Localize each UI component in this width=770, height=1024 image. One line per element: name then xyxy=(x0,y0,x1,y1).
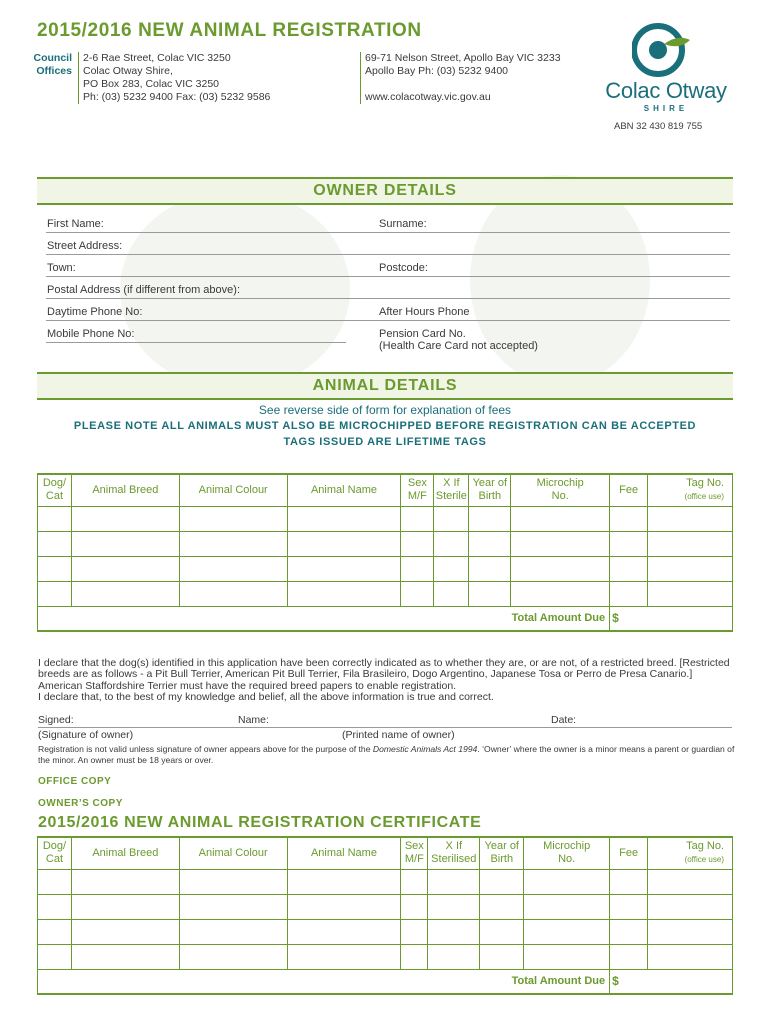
header-text: Sex xyxy=(407,477,427,490)
total-amount-field[interactable]: $ xyxy=(610,606,733,631)
header-text: Microchip xyxy=(543,840,591,853)
col-animal-name: Animal Name xyxy=(287,837,401,869)
address-line: PO Box 283, Colac VIC 3250 xyxy=(83,78,219,90)
table-cell[interactable] xyxy=(71,869,179,894)
table-cell[interactable] xyxy=(287,869,401,894)
table-cell[interactable] xyxy=(480,869,524,894)
website-link[interactable]: www.colacotway.vic.gov.au xyxy=(365,91,491,103)
table-cell[interactable] xyxy=(71,556,179,581)
table-cell[interactable] xyxy=(287,531,401,556)
table-cell[interactable] xyxy=(480,919,524,944)
name-label: Name: xyxy=(238,714,269,726)
table-cell[interactable] xyxy=(71,944,179,969)
pension-note-row xyxy=(46,337,730,355)
table-cell[interactable] xyxy=(38,944,72,969)
col-dog-cat xyxy=(38,474,72,506)
tags-note: TAGS ISSUED ARE LIFETIME TAGS xyxy=(283,436,487,448)
certificate-table xyxy=(37,836,733,995)
mobile-phone-label: Mobile Phone No: xyxy=(47,328,135,340)
table-cell[interactable] xyxy=(648,919,733,944)
header-text: No. xyxy=(551,490,569,503)
col-tag-no xyxy=(648,474,733,506)
abn-number: ABN 32 430 819 755 xyxy=(614,121,703,132)
table-cell[interactable] xyxy=(287,894,401,919)
header-text: X If xyxy=(443,477,460,490)
table-cell[interactable] xyxy=(179,944,287,969)
table-cell[interactable] xyxy=(38,531,72,556)
table-cell[interactable] xyxy=(511,531,610,556)
table-cell[interactable] xyxy=(524,869,610,894)
table-cell[interactable] xyxy=(179,556,287,581)
note-text: Registration is not valid unless signature of owner appears above for the purpose of the xyxy=(38,744,373,754)
act-name: Domestic Animals Act 1994 xyxy=(372,744,478,754)
colac-office-address xyxy=(78,52,270,104)
table-cell[interactable] xyxy=(648,869,733,894)
header-text: M/F xyxy=(407,490,427,503)
header-text: Birth xyxy=(490,853,514,866)
table-cell[interactable] xyxy=(428,869,480,894)
table-cell[interactable] xyxy=(428,944,480,969)
table-cell[interactable] xyxy=(401,581,434,606)
col-animal-colour: Animal Colour xyxy=(179,474,287,506)
total-amount-label: Total Amount Due xyxy=(38,606,610,631)
table-cell[interactable] xyxy=(287,556,401,581)
table-cell[interactable] xyxy=(524,944,610,969)
address-line: 69-71 Nelson Street, Apollo Bay VIC 3233 xyxy=(365,52,561,64)
col-fee: Fee xyxy=(610,474,648,506)
table-row xyxy=(38,894,733,919)
page-title: 2015/2016 NEW ANIMAL REGISTRATION xyxy=(37,20,422,41)
header-text: Dog/ xyxy=(42,840,67,853)
table-cell[interactable] xyxy=(469,581,511,606)
header-text: Sex xyxy=(404,840,424,853)
table-cell[interactable] xyxy=(179,506,287,531)
table-cell[interactable] xyxy=(648,581,733,606)
address-line: 2-6 Rae Street, Colac VIC 3250 xyxy=(83,52,231,64)
table-cell[interactable] xyxy=(38,869,72,894)
table-cell[interactable] xyxy=(401,556,434,581)
table-cell[interactable] xyxy=(511,581,610,606)
table-row xyxy=(38,944,733,969)
table-cell[interactable] xyxy=(38,556,72,581)
col-dog-cat xyxy=(38,837,72,869)
header-text: X If xyxy=(445,840,463,853)
table-row xyxy=(38,581,733,606)
table-cell[interactable] xyxy=(179,581,287,606)
table-cell[interactable] xyxy=(610,531,648,556)
table-cell[interactable] xyxy=(469,556,511,581)
table-cell[interactable] xyxy=(434,556,469,581)
apollo-bay-office-address xyxy=(360,52,561,104)
table-cell[interactable] xyxy=(401,869,428,894)
table-cell[interactable] xyxy=(401,506,434,531)
table-cell[interactable] xyxy=(524,894,610,919)
header-text: No. xyxy=(558,853,576,866)
table-cell[interactable] xyxy=(287,506,401,531)
fees-note: See reverse side of form for explanation of fees xyxy=(258,403,512,417)
owners-copy-label: OWNER’S COPY xyxy=(38,798,123,809)
table-cell[interactable] xyxy=(480,944,524,969)
logo-name: Colac Otway xyxy=(605,78,727,103)
first-name-label: First Name: xyxy=(47,218,104,230)
table-cell[interactable] xyxy=(38,581,72,606)
total-row xyxy=(38,606,733,631)
header-text: Sterile xyxy=(435,490,467,503)
address-line: Ph: (03) 5232 9400 Fax: (03) 5232 9586 xyxy=(83,91,271,103)
surname-label: Surname: xyxy=(379,218,427,230)
note-text: . ‘Owner’ where the owner is a minor means a parent or guardian of the minor. An owner must be 18 years or over. xyxy=(38,744,735,765)
table-cell[interactable] xyxy=(71,919,179,944)
header-subtext: (office use) xyxy=(684,492,724,502)
registration-validity-note xyxy=(38,744,738,766)
table-cell[interactable] xyxy=(610,506,648,531)
office-copy-label: OFFICE COPY xyxy=(38,776,112,787)
table-cell[interactable] xyxy=(610,944,648,969)
address-line: Apollo Bay Ph: (03) 5232 9400 xyxy=(365,65,509,77)
table-cell[interactable] xyxy=(610,869,648,894)
offices-label-line-1: Council xyxy=(33,52,72,64)
table-cell[interactable] xyxy=(469,506,511,531)
table-cell[interactable] xyxy=(401,531,434,556)
table-cell[interactable] xyxy=(511,556,610,581)
col-animal-breed: Animal Breed xyxy=(71,837,179,869)
address-line: Colac Otway Shire, xyxy=(83,65,173,77)
table-cell[interactable] xyxy=(38,919,72,944)
table-cell[interactable] xyxy=(428,894,480,919)
header-text: Birth xyxy=(478,490,502,503)
table-cell[interactable] xyxy=(401,919,428,944)
declaration xyxy=(38,658,734,703)
table-cell[interactable] xyxy=(469,531,511,556)
table-cell[interactable] xyxy=(287,944,401,969)
certificate-title: 2015/2016 NEW ANIMAL REGISTRATION CERTIFICATE xyxy=(38,814,482,831)
col-animal-colour: Animal Colour xyxy=(179,837,287,869)
col-microchip xyxy=(524,837,610,869)
header-text: Year of xyxy=(484,840,519,853)
col-animal-name: Animal Name xyxy=(287,474,401,506)
animal-details-table xyxy=(37,473,733,632)
table-cell[interactable] xyxy=(434,581,469,606)
table-cell[interactable] xyxy=(648,894,733,919)
header-text: Year of xyxy=(472,477,508,490)
table-cell[interactable] xyxy=(71,894,179,919)
header-text: Microchip xyxy=(536,477,584,490)
address-spacer xyxy=(365,78,561,91)
header-text: Sterilised xyxy=(431,853,477,866)
col-fee: Fee xyxy=(610,837,648,869)
name-row xyxy=(46,211,730,233)
table-row xyxy=(38,506,733,531)
table-cell[interactable] xyxy=(610,919,648,944)
microchip-note: PLEASE NOTE ALL ANIMALS MUST ALSO BE MICROCHIPPED BEFORE REGISTRATION CAN BE ACCEPTED xyxy=(73,420,697,432)
table-cell[interactable] xyxy=(179,531,287,556)
daytime-phone-label: Daytime Phone No: xyxy=(47,306,143,318)
animal-details-heading: ANIMAL DETAILS xyxy=(37,372,733,400)
pension-card-note: (Health Care Card not accepted) xyxy=(379,340,538,352)
town-label: Town: xyxy=(47,262,76,274)
table-cell[interactable] xyxy=(480,894,524,919)
table-cell[interactable] xyxy=(428,919,480,944)
total-amount-field[interactable]: $ xyxy=(610,969,733,994)
street-address-label: Street Address: xyxy=(47,240,123,252)
date-label: Date: xyxy=(551,714,577,726)
logo-mark-icon xyxy=(632,20,692,78)
table-cell[interactable] xyxy=(648,944,733,969)
phone-row xyxy=(46,299,730,321)
table-cell[interactable] xyxy=(179,894,287,919)
header-text: Cat xyxy=(45,853,64,866)
table-cell[interactable] xyxy=(648,531,733,556)
table-cell[interactable] xyxy=(648,556,733,581)
col-sterile xyxy=(434,474,469,506)
owner-details-heading: OWNER DETAILS xyxy=(37,177,733,205)
printed-name-caption: (Printed name of owner) xyxy=(342,729,455,741)
table-cell[interactable] xyxy=(179,919,287,944)
table-cell[interactable] xyxy=(287,581,401,606)
col-sterilised xyxy=(428,837,480,869)
col-microchip xyxy=(511,474,610,506)
header-text: M/F xyxy=(404,853,424,866)
signature-line[interactable] xyxy=(38,727,732,728)
offices-label-line-2: Offices xyxy=(36,65,72,77)
table-cell[interactable] xyxy=(434,506,469,531)
table-row xyxy=(38,919,733,944)
colac-otway-logo xyxy=(596,20,736,120)
col-tag-no xyxy=(648,837,733,869)
table-cell[interactable] xyxy=(401,894,428,919)
table-cell[interactable] xyxy=(434,531,469,556)
header-text: Dog/ xyxy=(42,477,67,490)
header-text: Cat xyxy=(45,490,64,503)
table-cell[interactable] xyxy=(401,944,428,969)
total-row xyxy=(38,969,733,994)
header-text: Tag No. xyxy=(686,840,724,853)
table-row xyxy=(38,556,733,581)
header-text: Tag No. xyxy=(686,477,724,490)
town-row xyxy=(46,255,730,277)
table-cell[interactable] xyxy=(524,919,610,944)
table-cell[interactable] xyxy=(71,581,179,606)
council-offices-label xyxy=(30,52,72,78)
table-row xyxy=(38,531,733,556)
col-sex xyxy=(401,474,434,506)
table-cell[interactable] xyxy=(38,894,72,919)
table-cell[interactable] xyxy=(287,919,401,944)
postal-address-label: Postal Address (if different from above): xyxy=(47,284,240,296)
after-hours-phone-label: After Hours Phone xyxy=(379,306,470,318)
signature-of-owner-caption: (Signature of owner) xyxy=(38,729,134,741)
table-cell[interactable] xyxy=(610,581,648,606)
col-sex xyxy=(401,837,428,869)
postal-row xyxy=(46,277,730,299)
total-amount-label: Total Amount Due xyxy=(38,969,610,994)
street-row xyxy=(46,233,730,255)
declaration-text: I declare that the dog(s) identified in this application have been correctly indicated as to whether they are, or are not, of a restricted breed. [Restricted breeds are as follows - a Pit Bull Terrier, American Pit Bull Terrier, Fila Brasileiro, Dogo Argentino, Japanese Tosa or Perro de Presa Canario.] American Staffordshire Terrier must have the required breed papers to enable registration. xyxy=(38,657,730,692)
signed-label: Signed: xyxy=(38,714,74,726)
logo-shire: SHIRE xyxy=(643,104,689,113)
col-year-of-birth xyxy=(480,837,524,869)
table-cell[interactable] xyxy=(179,869,287,894)
col-year-of-birth xyxy=(469,474,511,506)
table-cell[interactable] xyxy=(610,556,648,581)
table-row xyxy=(38,869,733,894)
header-subtext: (office use) xyxy=(684,855,724,865)
table-cell[interactable] xyxy=(71,531,179,556)
table-cell[interactable] xyxy=(511,506,610,531)
col-animal-breed: Animal Breed xyxy=(71,474,179,506)
table-cell[interactable] xyxy=(648,506,733,531)
postcode-label: Postcode: xyxy=(379,262,428,274)
declaration-text: I declare that, to the best of my knowledge and belief, all the above information is true and correct. xyxy=(38,690,494,703)
table-cell[interactable] xyxy=(71,506,179,531)
table-cell[interactable] xyxy=(38,506,72,531)
pension-card-label: Pension Card No. xyxy=(379,328,466,340)
table-cell[interactable] xyxy=(610,894,648,919)
